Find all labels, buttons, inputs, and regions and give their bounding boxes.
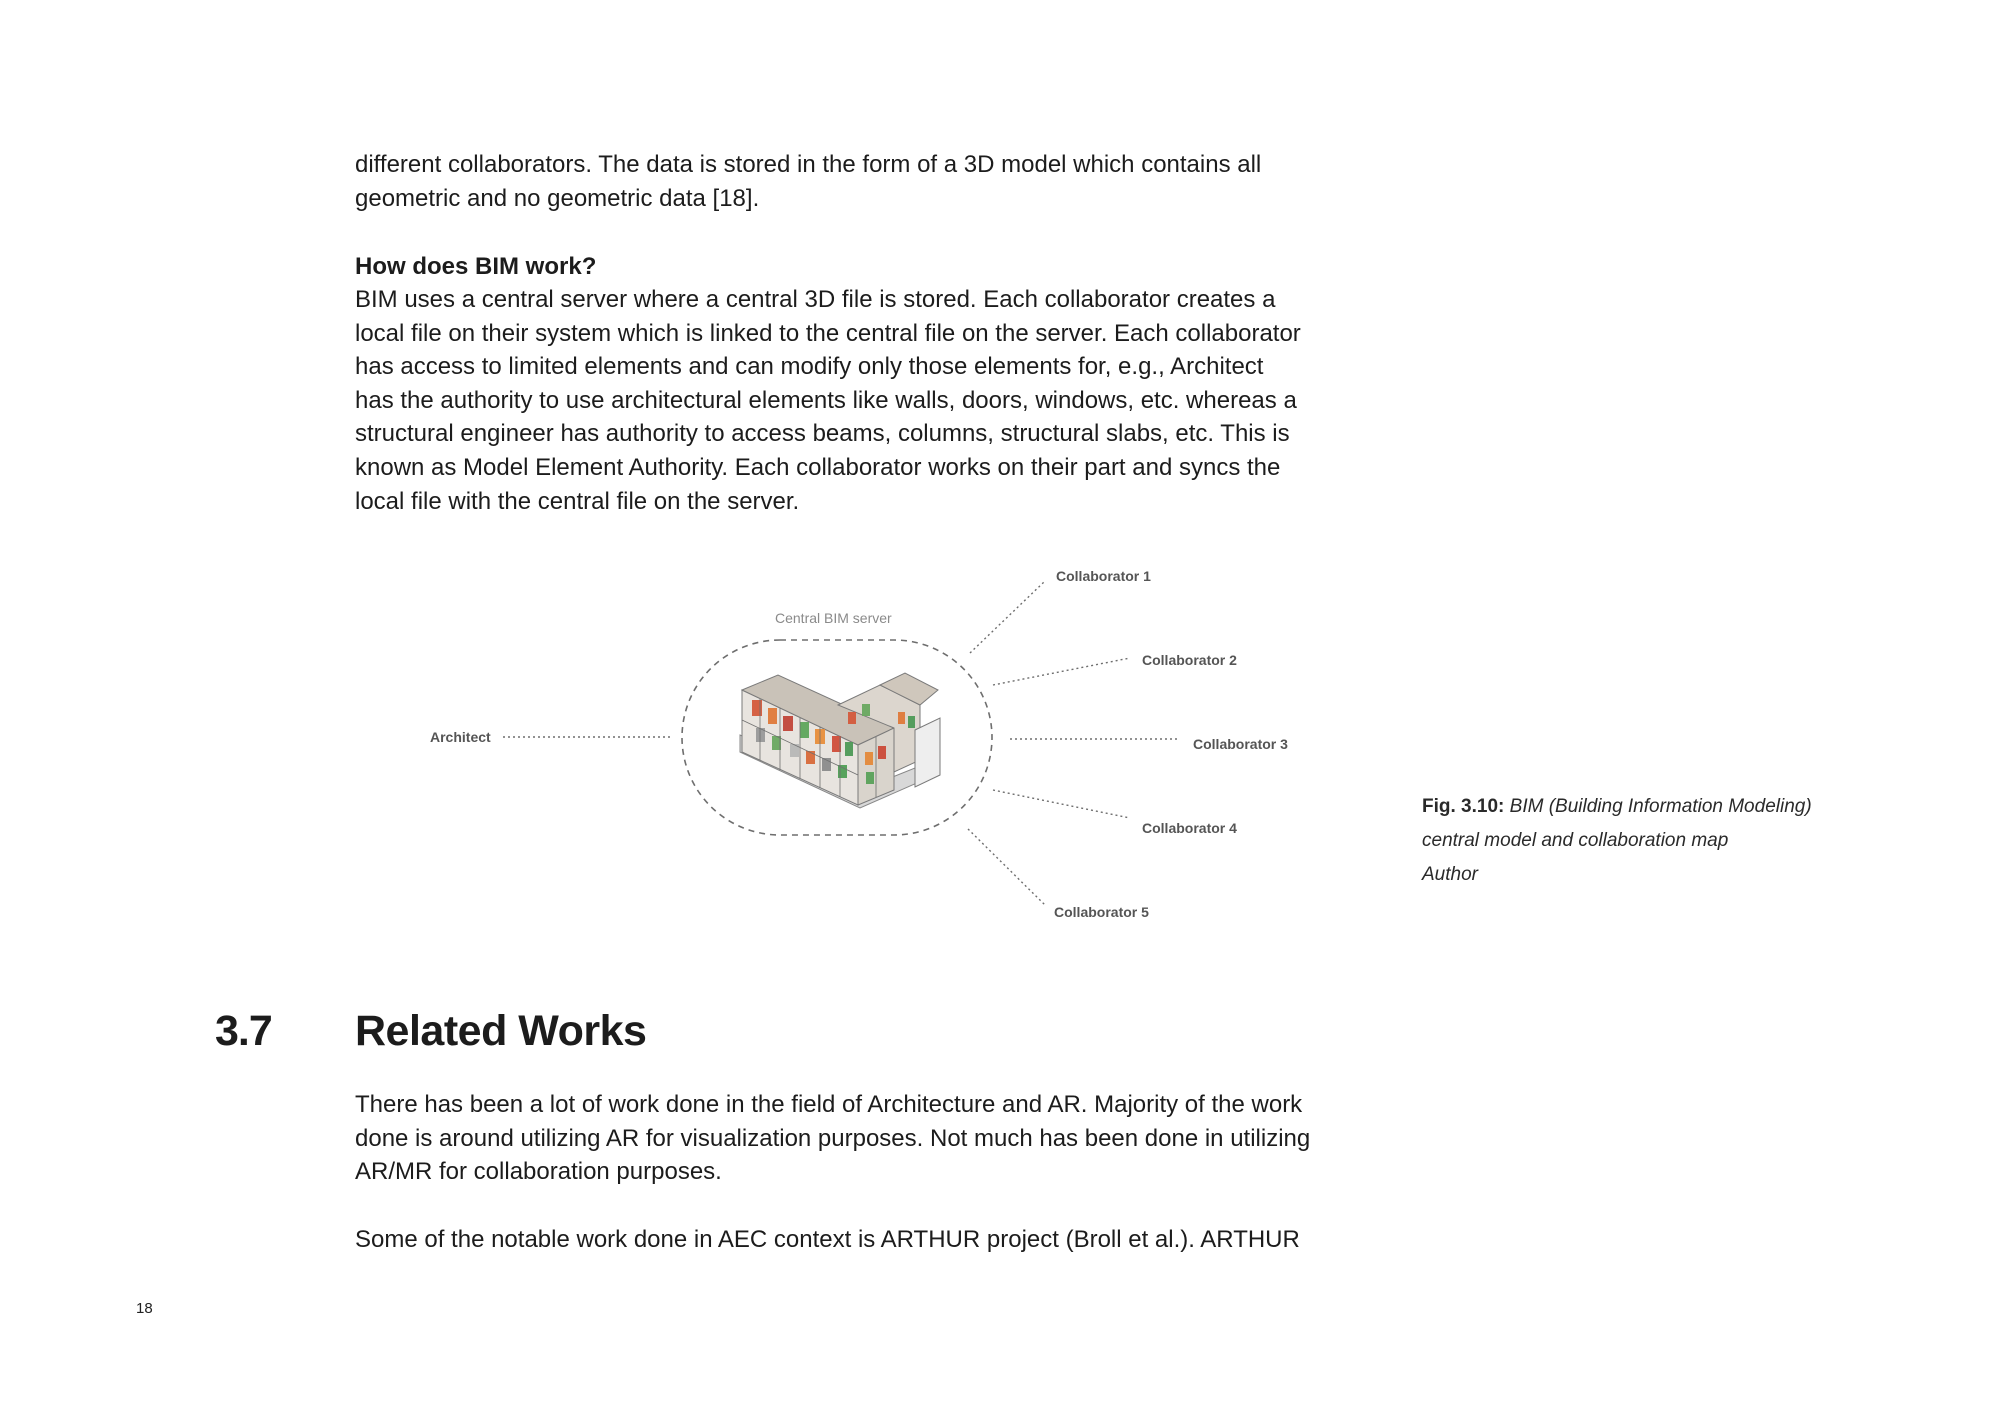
connector-collaborator-4 (993, 790, 1130, 818)
caption-line-1-text: BIM (Building Information Modeling) (1509, 796, 1812, 817)
bim-subheading: How does BIM work? (355, 253, 597, 280)
central-server-boundary (682, 640, 992, 835)
section-title: Related Works (355, 1007, 647, 1055)
intro-paragraph: different collaborators. The data is stored in the form of a 3D model which contains all geometric and no geometric data [18]. (355, 151, 1262, 212)
page-number: 18 (136, 1300, 153, 1317)
collaborator-5-label: Collaborator 5 (1054, 904, 1149, 920)
caption-fig-label: Fig. 3.10: (1422, 796, 1505, 817)
collaborator-2-label: Collaborator 2 (1142, 652, 1237, 668)
building-model-illustration (740, 673, 940, 808)
connector-collaborator-5 (968, 829, 1046, 906)
architect-label: Architect (430, 729, 491, 745)
central-server-label: Central BIM server (775, 610, 892, 626)
figure-caption (1422, 790, 1812, 892)
related-works-paragraph-2: Some of the notable work done in AEC context is ARTHUR project (Broll et al.). ARTHUR (355, 1226, 1300, 1253)
collaborator-1-label: Collaborator 1 (1056, 568, 1151, 584)
connector-collaborator-1 (970, 582, 1044, 653)
section-number: 3.7 (215, 1007, 272, 1055)
connector-collaborator-2 (993, 658, 1130, 685)
collaborator-3-label: Collaborator 3 (1193, 736, 1288, 752)
caption-line-2: central model and collaboration map (1422, 830, 1729, 851)
caption-line-1 (1422, 790, 1812, 824)
bim-paragraph: BIM uses a central server where a central 3D file is stored. Each collaborator creates a local file on their system which is linked to the central file on the server. Each collaborator has access to limited elements and can modify only those elements for, e.g., Architect has the authority to use architectural elements like walls, doors, windows, etc. whereas a structural engineer has authority to access beams, columns, structural slabs, etc. This is known as Model Element Authority. Each collaborator works on their part and syncs the local file with the central file on the server. (355, 286, 1301, 515)
collaborator-4-label: Collaborator 4 (1142, 820, 1237, 836)
related-works-paragraph-1: There has been a lot of work done in the field of Architecture and AR. Majority of the work done is around utilizing AR for visualization purposes. Not much has been done in utilizing AR/MR for collaboration purposes. (355, 1091, 1311, 1186)
caption-line-3: Author (1422, 864, 1478, 885)
